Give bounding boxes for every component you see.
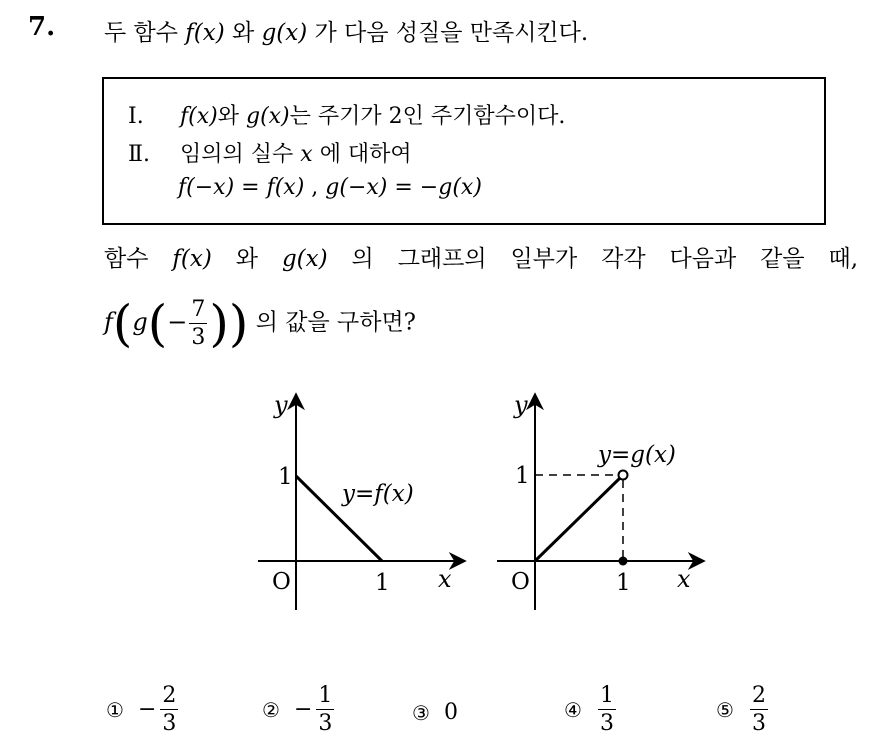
choice-1[interactable] [106,684,180,735]
condition-1-mid: 와 [217,104,239,129]
condition-1-g: g(x) [245,104,290,129]
choice-5[interactable] [716,684,770,735]
sentence-word: 함수 [104,246,149,272]
choice-1-sign: − [137,697,157,723]
choice-5-mark: ⑤ [716,697,734,722]
expr-neg: − [167,308,188,337]
expr-f: f [104,308,113,337]
condition-2-post: 에 대하여 [319,142,412,167]
condition-2-var: x [300,142,313,167]
choice-4-mark: ④ [564,697,582,722]
sentence-word: 다음과 [669,246,737,272]
choice-3-mark: ③ [412,700,430,725]
expr-paren: ) [209,294,229,353]
condition-2-pre: 임의의 실수 [180,142,294,167]
sentence-word: 와 [235,246,258,272]
sentence-word: 같을 [760,246,805,272]
intro-prefix: 두 함수 [104,20,178,46]
graph-g-curve-label: y=g(x) [598,442,676,468]
choice-1-fraction [160,684,178,735]
choice-2-numerator: 1 [316,684,334,710]
graph-f-y-label: y [274,391,288,419]
condition-2-mark: Ⅱ. [128,142,150,167]
graph-g-curve [535,478,620,561]
choice-1-mark: ① [106,697,124,722]
expr-paren: ) [228,294,249,353]
graph-f-y-tick: 1 [278,464,293,490]
graph-g-x-label: x [677,565,691,593]
graph-f-x-label: x [438,565,452,593]
graph-g-open-point [619,471,628,480]
question-number: 7. [28,12,56,42]
choice-3-value: 0 [443,700,458,725]
intro-g: g(x) [261,20,308,46]
graph-g-y-tick: 1 [515,463,530,489]
graph-f-origin: O [272,569,291,595]
expr-paren: ( [112,294,133,353]
expr-paren: ( [147,294,168,353]
expr-denominator: 3 [191,325,206,351]
sentence-word: 그래프의 [397,246,487,272]
choice-5-fraction [750,684,768,735]
choice-3[interactable] [412,700,458,725]
sentence-2-rest: 의 값을 구하면? [255,309,417,336]
expr-numerator: 7 [189,298,207,324]
equation-separator: , [311,175,319,200]
condition-1-f: f(x) [180,104,218,129]
sentence-word: 때, [828,246,859,272]
sentence-f: f(x) [172,246,212,272]
choice-2-fraction [316,684,334,735]
graph-f [258,391,465,610]
equation-f-even: f(−x) = f(x) [178,175,305,200]
choice-1-numerator: 2 [160,684,178,710]
choice-2-denominator: 3 [318,711,333,737]
graph-g-origin: O [511,569,530,595]
choice-4-numerator: 1 [598,684,616,710]
sentence-word: 각각 [601,246,646,272]
intro-suffix: 가 다음 성질을 만족시킨다. [314,20,589,46]
choice-2-mark: ② [262,697,280,722]
choice-5-denominator: 3 [751,711,766,737]
graph-g-y-label: y [514,391,528,419]
equation-g-odd: g(−x) = −g(x) [325,175,482,200]
choice-2-sign: − [293,697,313,723]
graph-g-filled-point [619,557,628,566]
intro-f: f(x) [185,20,225,46]
sentence-word: 의 [351,246,374,272]
intro-mid: 와 [232,20,255,46]
choice-4-fraction [598,684,616,735]
sentence-word: 일부가 [510,246,578,272]
sentence-g: g(x) [281,246,328,272]
choice-4[interactable] [564,684,618,735]
choice-5-numerator: 2 [750,684,768,710]
choice-4-denominator: 3 [599,711,614,737]
graph-g-x-tick: 1 [616,570,631,596]
choice-2[interactable] [262,684,336,735]
expr-g: g [132,308,148,337]
condition-1-mark: Ⅰ. [128,104,144,129]
graph-g [497,391,704,610]
condition-1-rest: 는 주기가 2인 주기함수이다. [289,104,566,129]
graph-f-x-tick: 1 [375,570,390,596]
graph-f-curve-label: y=f(x) [342,481,414,507]
choice-1-denominator: 3 [162,711,177,737]
